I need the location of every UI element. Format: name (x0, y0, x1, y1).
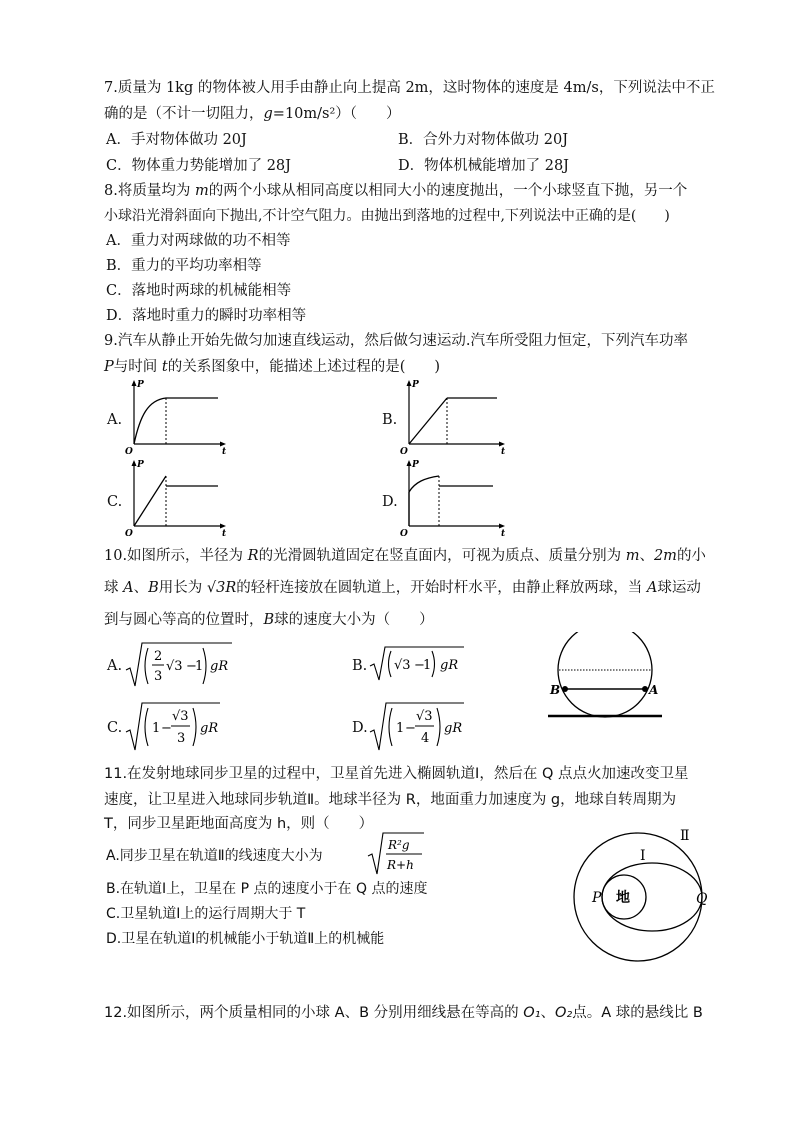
svg-text:gR: gR (200, 721, 219, 736)
svg-text:gR: gR (440, 658, 459, 673)
q8-option-c: C．落地时两球的机械能相等 (106, 283, 292, 299)
q11-option-d: D.卫星在轨道Ⅰ的机械能小于轨道Ⅱ上的机械能 (106, 931, 385, 947)
q8-option-b: B．重力的平均功率相等 (106, 258, 262, 274)
svg-text:R+h: R+h (387, 858, 414, 872)
q9-graph-d-t: t (501, 529, 506, 538)
svg-text:R²g: R²g (388, 838, 410, 852)
q9-stem-line2: P与时间 t的关系图象中，能描述上述过程的是( ) (104, 359, 441, 375)
q9-graph-c-label: C. (107, 494, 123, 510)
q11-stem-line1: 11.在发射地球同步卫星的过程中，卫星首先进入椭圆轨道Ⅰ，然后在 Q 点点火加速改变卫星 (104, 766, 689, 782)
svg-text:gR: gR (210, 659, 229, 674)
svg-text:3: 3 (154, 669, 163, 684)
q10-option-c-formula (124, 700, 224, 754)
svg-text:−: − (161, 721, 172, 736)
q11-fig-earth: 地 (616, 890, 630, 906)
q11-option-a-formula (366, 830, 426, 878)
q10-option-b-label: B. (352, 658, 368, 674)
q7-option-b: B．合外力对物体做功 20J (398, 132, 569, 148)
q9-graph-d-o: O (400, 529, 408, 538)
q10-fig-label-b: B (550, 683, 561, 697)
svg-text:−: − (414, 658, 425, 673)
q11-fig-orbit-2: Ⅱ (680, 828, 690, 844)
q9-graph-c-o: O (125, 529, 133, 538)
q11-fig-point-q: Q (696, 891, 708, 907)
q9-graph-a-p: P (137, 380, 144, 390)
q8-option-d: D．落地时重力的瞬时功率相等 (106, 308, 307, 324)
q8-stem-line2: 小球沿光滑斜面向下抛出,不计空气阻力。由抛出到落地的过程中,下列说法中正确的是( ) (104, 208, 670, 224)
svg-text:−: − (405, 721, 416, 736)
q9-graph-c-p: P (137, 460, 144, 470)
q9-graph-d (397, 458, 512, 538)
q9-graph-b-o: O (400, 447, 408, 457)
q7-option-d: D．物体机械能增加了 28J (398, 158, 569, 174)
q9-graph-b-t: t (501, 447, 506, 457)
svg-text:4: 4 (421, 731, 430, 746)
q9-graph-b-label: B. (382, 412, 398, 428)
svg-text:√3: √3 (394, 658, 411, 673)
q9-graph-a (122, 378, 232, 458)
svg-text:3: 3 (177, 731, 186, 746)
q7-option-a: A．手对物体做功 20J (106, 132, 247, 148)
q11-stem-line2: 速度，让卫星进入地球同步轨道Ⅱ。地球半径为 R，地面重力加速度为 g，地球自转周期为 (104, 792, 677, 808)
q9-graph-a-o: O (125, 447, 133, 457)
q9-graph-c (122, 458, 232, 538)
q11-option-c: C.卫星轨道Ⅰ上的运行周期大于 T (106, 906, 306, 922)
svg-text:−: − (186, 659, 197, 674)
q9-graph-d-p: P (412, 460, 419, 470)
q10-option-d-label: D. (352, 720, 368, 736)
q10-option-d-formula (368, 700, 468, 754)
q11-orbit-figure (558, 820, 718, 965)
svg-text:2: 2 (154, 649, 163, 664)
q9-graph-b (397, 378, 512, 458)
q11-option-b: B.在轨道Ⅰ上，卫星在 P 点的速度小于在 Q 点的速度 (106, 881, 428, 897)
svg-text:1: 1 (152, 721, 161, 736)
q11-stem-line3: T，同步卫星距地面高度为 h，则（ ） (104, 816, 374, 832)
svg-text:gR: gR (444, 721, 463, 736)
svg-text:1: 1 (195, 659, 204, 674)
q7-option-c: C．物体重力势能增加了 28J (106, 158, 291, 174)
q11-option-a: A.同步卫星在轨道Ⅱ的线速度大小为 (106, 848, 323, 864)
q10-stem-line2: 球 A、B用长为 √3R的轻杆连接放在圆轨道上，开始时杆水平，由静止释放两球，当 A球运动 (104, 580, 701, 596)
q11-fig-orbit-1: Ⅰ (640, 848, 646, 864)
svg-text:√3: √3 (416, 709, 433, 724)
q7-stem-line2: 确的是（不计一切阻力，g=10m/s²）（ ） (104, 106, 401, 122)
q8-stem-line1: 8.将质量均为 m的两个小球从相同高度以相同大小的速度抛出，一个小球竖直下抛，另一个 (104, 183, 688, 199)
q10-stem-line3: 到与圆心等高的位置时，B球的速度大小为（ ） (104, 612, 434, 628)
q9-stem-line1: 9.汽车从静止开始先做匀加速直线运动，然后做匀速运动.汽车所受阻力恒定，下列汽车功率 (104, 333, 688, 349)
q9-graph-a-t: t (222, 447, 227, 457)
q9-graph-c-t: t (222, 529, 227, 538)
q10-option-b-formula (368, 644, 468, 684)
q10-option-a-label: A. (107, 658, 123, 674)
q10-option-c-label: C. (107, 720, 123, 736)
q9-graph-d-label: D. (382, 494, 398, 510)
q10-stem-line1: 10.如图所示，半径为 R的光滑圆轨道固定在竖直面内，可视为质点、质量分别为 m、2m的小 (104, 548, 706, 564)
svg-text:√3: √3 (166, 659, 183, 674)
q10-fig-label-a: A (649, 683, 659, 697)
svg-text:√3: √3 (172, 709, 189, 724)
svg-text:1: 1 (396, 721, 405, 736)
q12-stem-line1: 12.如图所示，两个质量相同的小球 A、B 分别用细线悬在等高的 O₁、O₂点。A 球的悬线比 B (104, 1005, 703, 1021)
q9-graph-b-p: P (412, 380, 419, 390)
q11-fig-point-p: P (592, 890, 602, 906)
q8-option-a: A．重力对两球做的功不相等 (106, 233, 291, 249)
q7-stem-line1: 7.质量为 1kg 的物体被人用手由静止向上提高 2m，这时物体的速度是 4m/s，下列说法中不正 (104, 80, 715, 96)
q9-graph-a-label: A. (107, 412, 123, 428)
q10-circle-track-figure (545, 632, 665, 722)
svg-text:1: 1 (423, 658, 432, 673)
q10-option-a-formula (124, 640, 234, 692)
